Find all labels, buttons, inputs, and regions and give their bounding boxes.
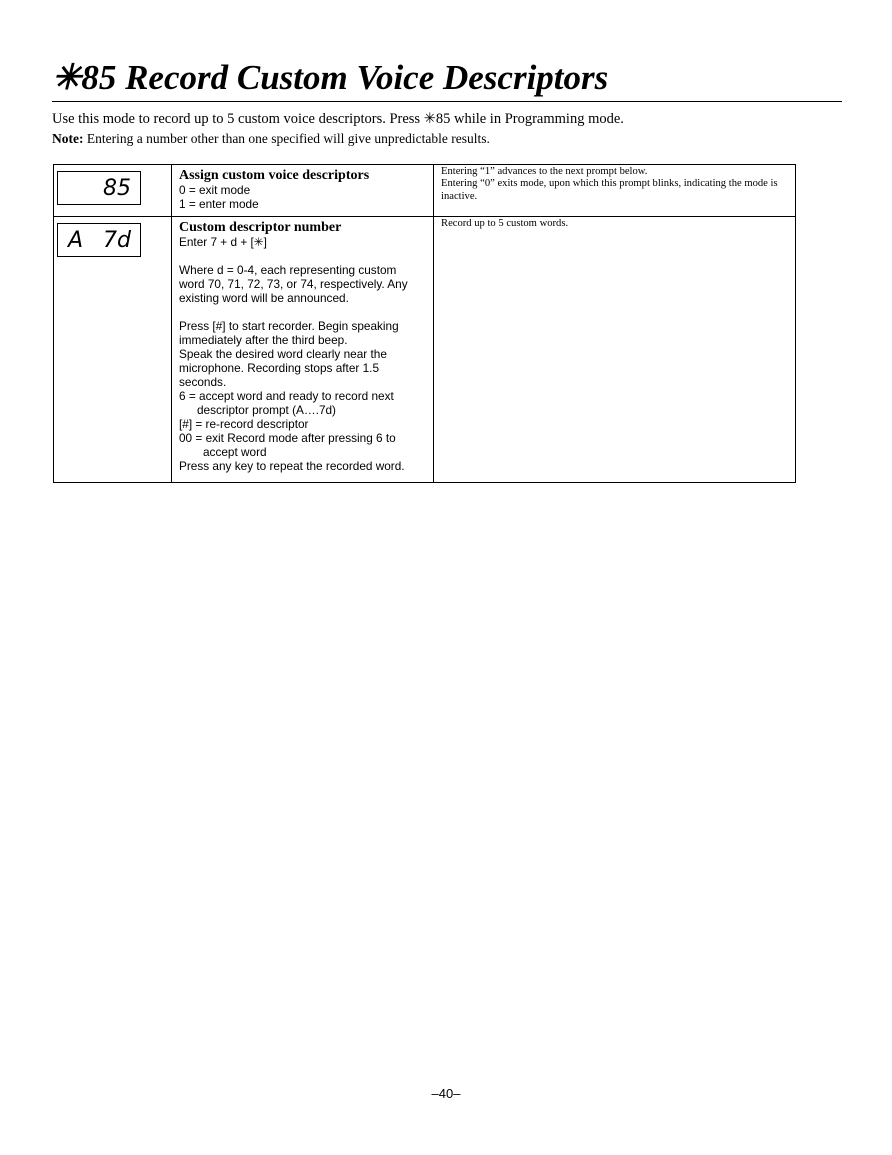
prompt-line: Speak the desired word clearly near the <box>179 347 387 361</box>
prompt-line: Press [#] to start recorder. Begin speaking <box>179 319 399 333</box>
prompt-line: [#] = re-record descriptor <box>179 417 309 431</box>
prompt-line: microphone. Recording stops after 1.5 <box>179 361 379 375</box>
display-left-chars: A <box>68 228 84 253</box>
page-number: –40– <box>431 1086 461 1101</box>
prompt-line: Press any key to repeat the recorded word. <box>179 459 405 473</box>
title-rule <box>52 101 842 102</box>
info-line: Record up to 5 custom words. <box>441 218 569 229</box>
info-line: Entering “0” exits mode, upon which this prompt blinks, indicating the mode is inactive. <box>441 178 778 202</box>
page-title: ✳85 Record Custom Voice Descriptors <box>52 58 609 97</box>
prompt-line: accept word <box>203 445 267 459</box>
programming-table <box>53 164 796 483</box>
table-row <box>54 165 796 217</box>
keypad-display <box>57 171 141 205</box>
prompt-line: existing word will be announced. <box>179 291 349 305</box>
prompt-line: descriptor prompt (A….7d) <box>197 403 336 417</box>
prompt-line: 1 = enter mode <box>179 197 259 211</box>
keypad-display <box>57 223 141 257</box>
prompt-line: word 70, 71, 72, 73, or 74, respectively. Any <box>179 277 408 291</box>
prompt-line: Enter 7 + d + [✳] <box>179 235 267 249</box>
prompt-line: 00 = exit Record mode after pressing 6 to <box>179 431 396 445</box>
prompt-line: Where d = 0-4, each representing custom <box>179 263 397 277</box>
display-right-chars: 7d <box>103 228 131 253</box>
line-gap <box>179 305 427 319</box>
display-cell <box>54 217 172 483</box>
prompt-line: 0 = exit mode <box>179 183 251 197</box>
prompt-cell <box>172 165 434 217</box>
intro-text: Use this mode to record up to 5 custom voice descriptors. Press ✳85 while in Programming mode. <box>52 111 624 127</box>
note-label: Note: <box>52 131 84 146</box>
prompt-line: 6 = accept word and ready to record next <box>179 389 394 403</box>
prompt-heading: Assign custom voice descriptors <box>179 168 370 183</box>
display-cell <box>54 165 172 217</box>
prompt-line: immediately after the third beep. <box>179 333 348 347</box>
prompt-cell <box>172 217 434 483</box>
table-row <box>54 217 796 483</box>
display-right-chars: 85 <box>103 176 131 201</box>
prompt-line: seconds. <box>179 375 227 389</box>
info-line: Entering “1” advances to the next prompt below. <box>441 166 648 177</box>
info-cell <box>434 217 796 483</box>
note-text <box>52 130 842 148</box>
line-gap <box>179 249 427 263</box>
info-cell <box>434 165 796 217</box>
note-body: Entering a number other than one specified will give unpredictable results. <box>83 131 490 146</box>
prompt-heading: Custom descriptor number <box>179 220 342 235</box>
